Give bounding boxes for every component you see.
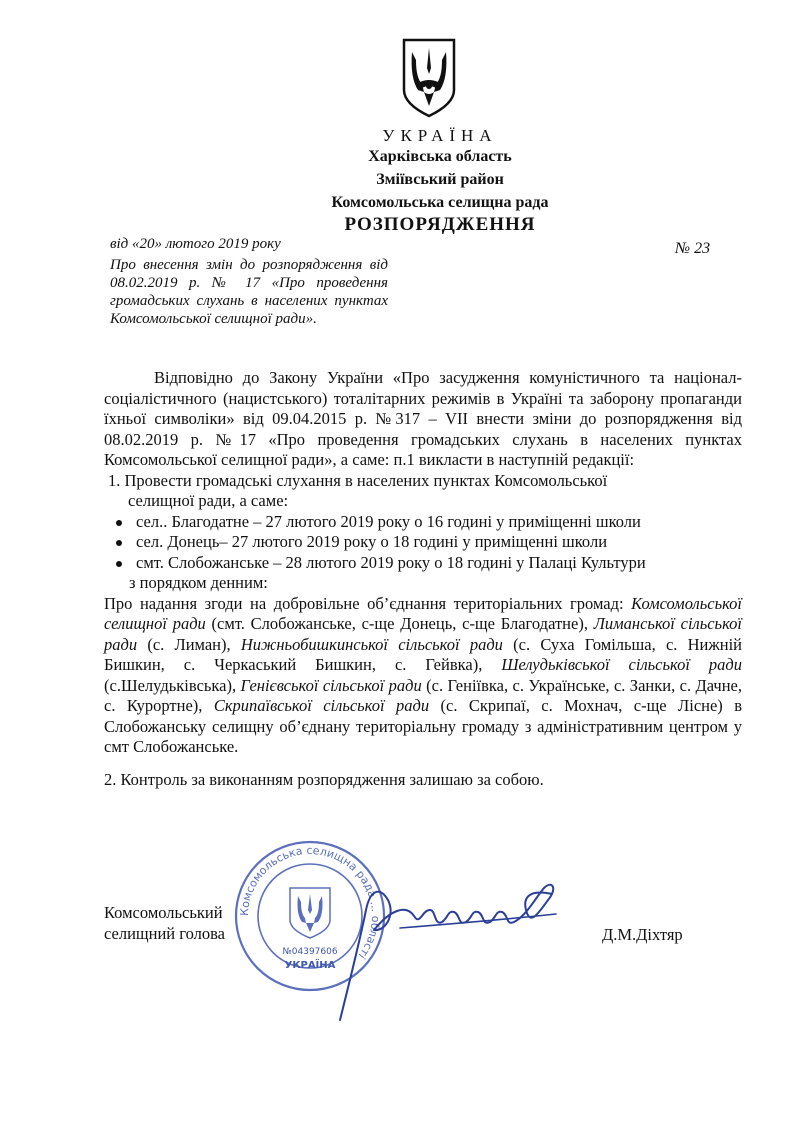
signatory-name: Д.М.Діхтяр [602,925,683,944]
council-name: Шелудьківської сільської ради [501,655,742,674]
svg-text:УКРАЇНА: УКРАЇНА [284,960,336,971]
document-subject: Про внесення змін до розпорядження від 08.02.2019 р. № 17 «Про проведення громадських слухань в населених пунктах Комсомольської селищної ради». [110,257,388,327]
item-1-line-1: 1. Провести громадські слухання в населених пунктах Комсомольської [108,470,608,490]
agenda-text: (с. Скрипаї, с. Мохнач, с-ще Лісне) в Слобожанську селищну об’єднану територіальну громаду з адміністративним центром у смт Слобожанське. [104,696,742,756]
document-date: від «20» лютого 2019 року [110,236,281,252]
signatory-position: Комсомольський селищний голова [104,903,226,943]
council-name: Комсомольської селищної ради [104,593,742,633]
agenda-text: Про надання згоди на добровільне об’єднання територіальних громад: [104,593,632,613]
list-item: смт. Слобожанське – 28 лютого 2019 року о 18 годині у Палаці Культури [108,553,742,574]
document-body [104,368,742,790]
rayon-heading: Зміївський район [376,171,504,188]
country-heading: УКРАЇНА [382,126,498,145]
document-number: № 23 [675,240,711,257]
agenda-text: (с. Суха Гомільша, с. Нижній Бишкин, с. Черкаський Бишкин, с. Гейвка), [104,634,743,674]
lead-paragraph: Відповідно до Закону України «Про засудження комуністичного та націонал-соціалістичного (нацистського) тоталітарних режимів в Україні та заборону пропаганди їхньої символіки» від 09.04.2015 р. №317 – VII внести зміни до розпорядження від 08.02.2019 р. №17 «Про проведення громадських слухань в населених пунктах Комсомольської селищної ради», а саме: п.1 викласти в наступній редакції: [104,368,742,469]
hearings-list [104,512,742,574]
council-name: Скрипаївської сільської ради [213,696,430,715]
agenda-text: (с. Геніївка, с. Українське, с. Занки, с. Дачне, с. Курортне), [104,675,742,715]
agenda-paragraph [104,594,742,758]
agenda-text: (смт. Слобожанське, с-ще Донець, с-ще Благодатне), [205,614,594,633]
list-item: сел. Донець– 27 лютого 2019 року о 18 годині у приміщенні школи [108,532,742,553]
svg-text:Комсомольська селищна рада ...: Комсомольська селищна рада ... області [237,843,383,962]
trident-emblem-icon [400,38,458,118]
agenda-label: з порядком денним: [129,573,268,592]
handwritten-signature-icon [330,870,580,1030]
council-name: Генієвської сільської ради [240,675,422,695]
council-heading: Комсомольська селищна рада [331,194,549,211]
item-1-line-2: селищної ради, а саме: [128,491,289,510]
council-name: Нижньобишкинської сільської ради [240,634,503,654]
agenda-text: (с. Лиман), [137,634,241,654]
svg-text:№04397606: №04397606 [282,947,338,957]
agenda-text: (с.Шелудьківська), [104,675,241,695]
document-type-title: РОЗПОРЯДЖЕННЯ [344,214,536,235]
council-name: Лиманської сільської ради [104,614,742,654]
list-item: сел.. Благодатне – 27 лютого 2019 року о 16 годині у приміщенні школи [108,512,742,533]
item-2: 2. Контроль за виконанням розпорядження залишаю за собою. [104,769,544,789]
oblast-heading: Харківська область [368,148,512,165]
